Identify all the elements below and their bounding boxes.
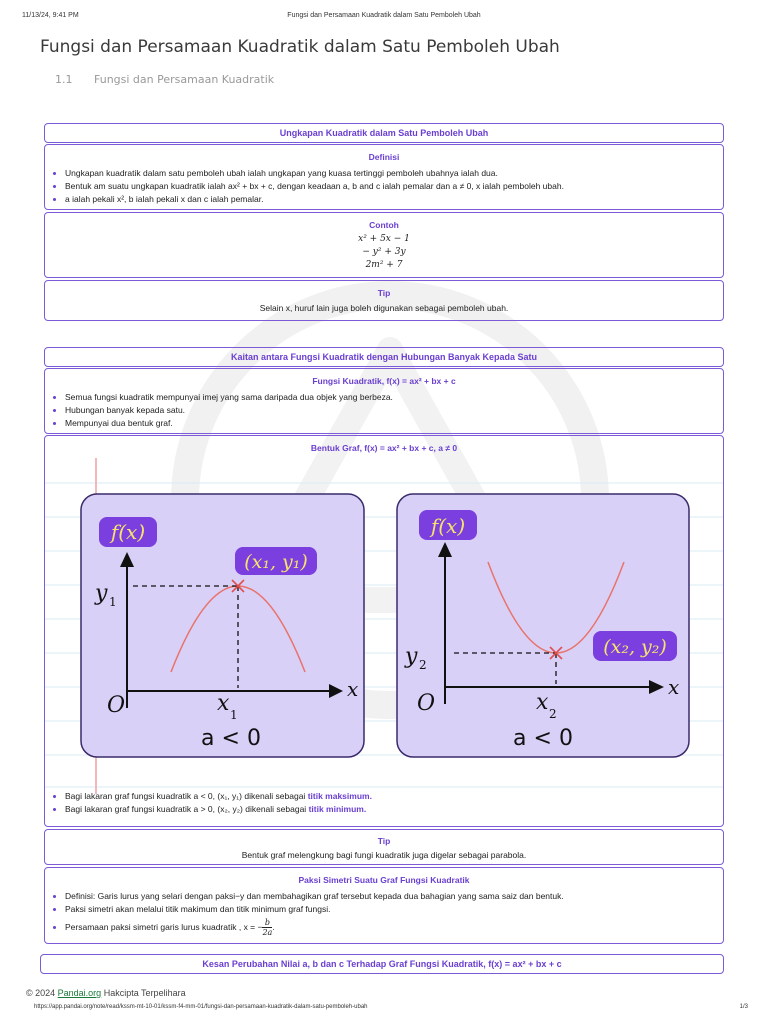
box3-heading [40, 954, 724, 974]
max-point-label: (x₁, y₁) [244, 551, 308, 573]
fungsi-card [44, 368, 724, 434]
tip-card-1 [44, 280, 724, 321]
y2-label: y [405, 644, 418, 669]
origin-right: O [417, 691, 436, 716]
x-axis-label-right: x [668, 675, 680, 699]
tip-text: Bentuk graf melengkung bagi fungi kuadratik juga digelar sebagai parabola. [241, 850, 527, 860]
list-item: • Hubungan banyak kepada satu. [65, 404, 723, 417]
definisi-card [44, 144, 724, 210]
paksi-title: Paksi Simetri Suatu Graf Fungsi Kuadratik [298, 875, 470, 885]
paksi-card [44, 867, 724, 944]
graf-card [44, 435, 724, 827]
print-doc-title: Fungsi dan Persamaan Kuadratik dalam Satu Pemboleh Ubah [287, 12, 481, 19]
subsection-label: Fungsi dan Persamaan Kuadratik [94, 73, 275, 86]
list-item: • Bagi lakaran graf fungsi kuadratik a < 0, (x₁, y₁) dikenali sebagai titik maksimum. [65, 790, 372, 803]
caption-left: a < 0 [201, 726, 261, 751]
list-item: • Semua fungsi kuadratik mempunyai imej yang sama daripada dua objek yang berbeza. [65, 391, 723, 404]
footer-link[interactable]: Pandai.org [57, 988, 102, 998]
equation: 2m² + 7 [365, 260, 403, 270]
caption-right: a < 0 [513, 726, 573, 751]
definisi-list [45, 167, 723, 206]
box3-heading-text: Kesan Perubahan Nilai a, b dan c Terhadap Graf Fungsi Kuadratik, f(x) = ax² + bx + c [202, 959, 562, 969]
graf-title: Bentuk Graf, f(x) = ax² + bx + c, a ≠ 0 [310, 443, 458, 453]
list-item: • Persamaan paksi simetri garis lurus kuadratik , x = − $\frac{b}{2a}$ . [65, 918, 723, 937]
equation: x² + 5x − 1 [358, 234, 410, 244]
footer [26, 988, 186, 998]
list-item: • Paksi simetri akan melalui titik makimum dan titik minimum graf fungsi. [65, 903, 723, 916]
print-datetime: 11/13/24, 9:41 PM [22, 12, 79, 19]
footer-copyright: © 2024 [26, 988, 58, 998]
list-item: • a ialah pekali x², b ialah pekali x dan c ialah pemalar. [65, 193, 723, 206]
graf-notes [45, 790, 372, 816]
list-item: • Ungkapan kuadratik dalam satu pemboleh ubah ialah ungkapan yang kuasa tertinggi pemboleh ubahnya ialah dua. [65, 167, 723, 180]
fungsi-list [45, 391, 723, 430]
graph-left-panel [81, 494, 364, 757]
page-number: 1/3 [739, 1004, 748, 1010]
subsection-heading [55, 73, 274, 86]
x1-sub: 1 [230, 708, 238, 722]
tip-card-2 [44, 829, 724, 865]
fungsi-title: Fungsi Kuadratik, f(x) = ax² + bx + c [312, 376, 456, 386]
subsection-number: 1.1 [55, 73, 73, 86]
box2-heading-text: Kaitan antara Fungsi Kuadratik dengan Hubungan Banyak Kepada Satu [230, 352, 538, 362]
min-point-label: (x₂, y₂) [603, 636, 667, 658]
footer-rest: Hakcipta Terpelihara [101, 988, 186, 998]
origin-left: O [107, 693, 126, 718]
tip-title: Tip [377, 836, 391, 846]
page-title: Fungsi dan Persamaan Kuadratik dalam Satu Pemboleh Ubah [40, 37, 560, 57]
equation: − y² + 3y [362, 247, 406, 257]
contoh-title: Contoh [369, 220, 399, 230]
graph-right-panel [397, 494, 689, 757]
fx-label-left: f(x) [110, 520, 146, 544]
box2-heading [44, 347, 724, 367]
fx-label-right: f(x) [430, 514, 466, 538]
x2-sub: 2 [549, 707, 557, 721]
box1-heading [44, 123, 724, 143]
list-item: • Bentuk am suatu ungkapan kuadratik ialah ax² + bx + c, dengan keadaan a, b and c ialah pemalar dan a ≠ 0, x ialah pemboleh ubah. [65, 180, 723, 193]
print-url: https://app.pandai.org/note/read/kssm-mt-10-01/kssm-f4-mm-01/fungsi-dan-persamaan-kuadratik-dalam-satu-pemboleh-ubah [34, 1004, 368, 1010]
tip-text: Selain x, huruf lain juga boleh digunakan sebagai pemboleh ubah. [259, 303, 509, 313]
contoh-card [44, 212, 724, 278]
list-item: • Bagi lakaran graf fungsi kuadratik a > 0, (x₂, y₂) dikenali sebagai titik minimum. [65, 803, 372, 816]
y1-label: y [95, 581, 108, 606]
definisi-title: Definisi [368, 152, 400, 162]
tip-title: Tip [377, 288, 391, 298]
list-item: • Definisi: Garis lurus yang selari dengan paksi−y dan membahagikan graf tersebut kepada dua bahagian yang sama saiz dan bentuk. [65, 890, 723, 903]
graph-illustration [45, 454, 723, 794]
y2-sub: 2 [419, 658, 427, 672]
x2-label: x [536, 690, 549, 715]
x1-label: x [217, 691, 230, 716]
paksi-list [45, 890, 723, 937]
list-item: • Mempunyai dua bentuk graf. [65, 417, 723, 430]
x-axis-label-left: x [347, 677, 359, 701]
y1-sub: 1 [109, 595, 117, 609]
contoh-equations [45, 233, 723, 272]
box1-heading-text: Ungkapan Kuadratik dalam Satu Pemboleh Ubah [279, 128, 489, 138]
